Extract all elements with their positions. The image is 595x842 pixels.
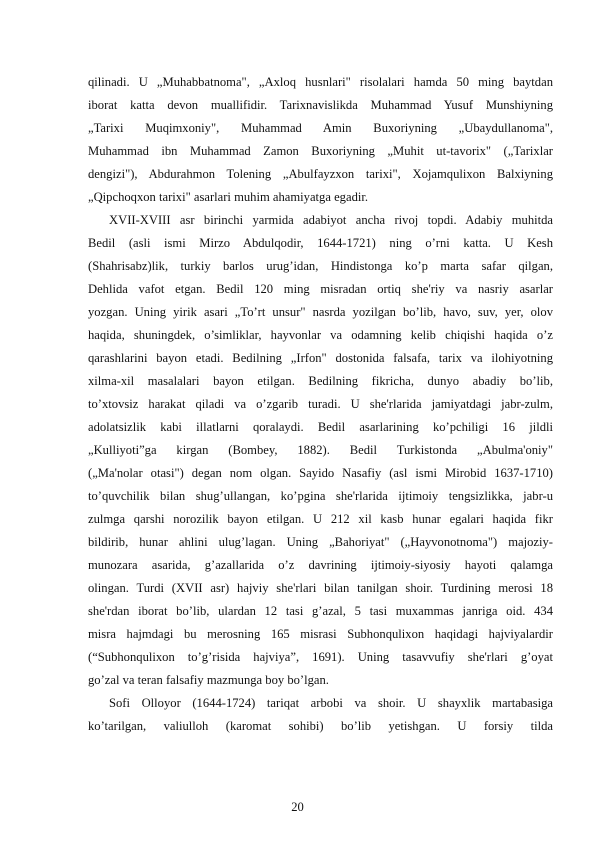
text-line: yozgan. Uning yirik asari „To’rt unsur" nasrda yozilgan bo’lib, havo, suv, yer, olov <box>88 305 553 319</box>
text-line: ko’tarilgan, valiulloh (karomat sohibi) bo’lib yetishgan. U forsiy tilda <box>88 719 553 733</box>
text-line: misra hajmdagi bu merosning 165 misrasi Subhonqulixon haqidagi hajviyalardir <box>88 627 553 641</box>
text-line: „Kulliyoti”ga kirgan (Bombey, 1882). Bedil Turkistonda „Abulma'oniy" <box>88 443 553 457</box>
text-line: go’zal va teran falsafiy mazmunga boy bo’lgan. <box>88 673 329 687</box>
text-line: to’quvchilik bilan shug’ullangan, ko’pgina she'rlarida ijtimoiy tengsizlikka, jabr-u <box>88 489 553 503</box>
text-line: („Ma'nolar otasi") degan nom olgan. Sayido Nasafiy (asl ismi Mirobid 1637-1710) <box>88 466 553 480</box>
text-line: olingan. Turdi (XVII asr) hajviy she'rlari bilan tanilgan shoir. Turdining merosi 18 <box>88 581 553 595</box>
text-line: (“Subhonqulixon to’g’risida hajviya”, 1691). Uning tasavvufiy she'rlari g’oyat <box>88 650 553 664</box>
text-line: iborat katta devon muallifidir. Tarixnavislikda Muhammad Yusuf Munshiyning <box>88 98 553 112</box>
text-line: (Shahrisabz)lik, turkiy barlos urug’idan, Hindistonga ko’p marta safar qilgan, <box>88 259 553 273</box>
text-line: Dehlida vafot etgan. Bedil 120 ming misradan ortiq she'riy va nasriy asarlar <box>88 282 553 296</box>
text-line: haqida, shuningdek, o’simliklar, hayvonlar va odamning kelib chiqishi haqida o’z <box>88 328 553 342</box>
text-line: zulmga qarshi norozilik bayon etilgan. U 212 xil kasb hunar egalari haqida fikr <box>88 512 553 526</box>
text-line: bildirib, hunar ahlini ulug’lagan. Uning „Bahoriyat" („Hayvonotnoma") majoziy- <box>88 535 553 549</box>
text-line: adolatsizlik kabi illatlarni qoralaydi. Bedil asarlarining ko’pchiligi 16 jildli <box>88 420 553 434</box>
text-line: she'rdan iborat bo’lib, ulardan 12 tasi g’azal, 5 tasi muxammas janriga oid. 434 <box>88 604 553 618</box>
text-line: munozara asarida, g’azallarida o’z davrining ijtimoiy-siyosiy hayoti qalamga <box>88 558 553 572</box>
text-line: Bedil (asli ismi Mirzo Abdulqodir, 1644-1721) ning o’rni katta. U Kesh <box>88 236 553 250</box>
page-number: 20 <box>291 800 304 814</box>
text-line: to’xtovsiz harakat qiladi va o’zgarib turadi. U she'rlarida jamiyatdagi jabr-zulm, <box>88 397 553 411</box>
text-line: „Tarixi Muqimxoniy", Muhammad Amin Buxoriyning „Ubaydullanoma", <box>88 121 553 135</box>
text-line: xilma-xil masalalari bayon etilgan. Bedilning fikricha, dunyo abadiy bo’lib, <box>88 374 553 388</box>
text-line: qarashlarini bayon etadi. Bedilning „Irfon" dostonida falsafa, tarix va ilohiyotning <box>88 351 553 365</box>
text-line: XVII-XVIII asr birinchi yarmida adabiyot ancha rivoj topdi. Adabiy muhitda <box>109 213 553 227</box>
text-line: Muhammad ibn Muhammad Zamon Buxoriyning „Muhit ut-tavorix" („Tarixlar <box>88 144 553 158</box>
text-line: qilinadi. U „Muhabbatnoma", „Axloq husnlari" risolalari hamda 50 ming baytdan <box>88 75 553 89</box>
body-text <box>88 71 553 738</box>
text-line: „Qipchoqxon tarixi" asarlari muhim ahamiyatga egadir. <box>88 190 369 204</box>
text-line: dengizi"), Abdurahmon Tolening „Abulfayzxon tarixi", Xojamqulixon Balxiyning <box>88 167 553 181</box>
text-line: Sofi Olloyor (1644-1724) tariqat arbobi va shoir. U shayxlik martabasiga <box>109 696 553 710</box>
